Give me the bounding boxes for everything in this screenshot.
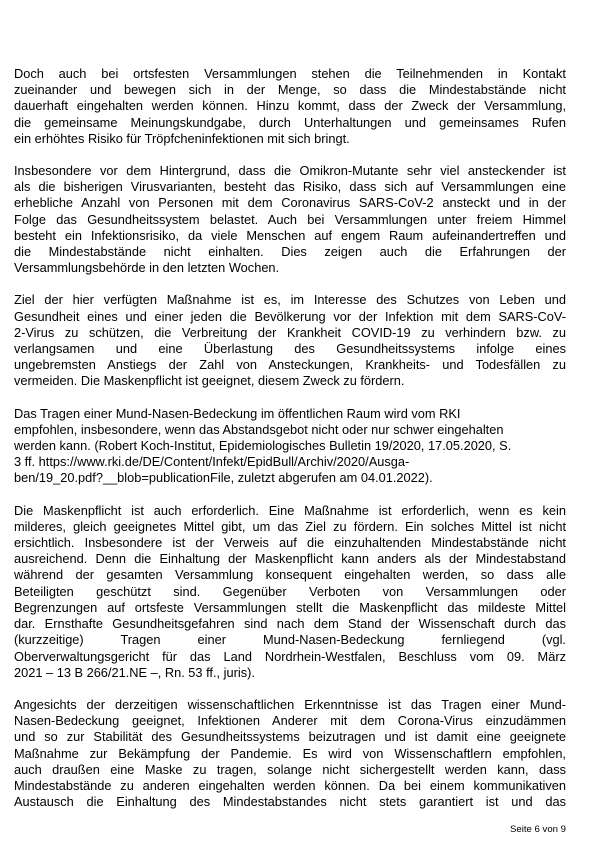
text-line: besteht ein Infektionsrisiko, da viele Menschen auf engem Raum aufeinandertreffen und: [14, 227, 566, 243]
text-line: vermeiden. Die Maskenpflicht ist geeignet, diesem Zweck zu fördern.: [14, 373, 405, 389]
text-line: milderes, gleich geeignetes Mittel gibt, um das Ziel zu fördern. Ein solches Mittel ist nicht: [14, 518, 566, 534]
text-line: ein erhöhtes Risiko für Tröpfcheninfektionen mit sich bringt.: [14, 130, 350, 146]
text-line: Austausch die Einhaltung des Mindestabstandes nicht stets garantiert ist und das: [14, 794, 566, 810]
text-line: Folge das Gesundheitssystem belastet. Auch bei Versammlungen unter freiem Himmel: [14, 211, 566, 227]
paragraph-4: [14, 406, 566, 487]
text-line: 3 ff. https://www.rki.de/DE/Content/Infekt/EpidBull/Archiv/2020/Ausga-: [14, 454, 410, 470]
text-line: zueinander und bewegen sich in der Menge, so dass die Mindestabstände nicht: [14, 82, 566, 98]
text-line: erhebliche Anzahl von Personen mit dem Coronavirus SARS-CoV-2 ansteckt und in der: [14, 195, 566, 211]
text-line: (kurzzeitige) Tragen einer Mund-Nasen-Bedeckung fernliegend (vgl.: [14, 632, 566, 648]
text-line: und so zur Stabilität des Gesundheitssystems beizutragen und ist damit eine geeignete: [14, 729, 566, 745]
paragraph-2: [14, 163, 566, 276]
text-line: Insbesondere vor dem Hintergrund, dass die Omikron-Mutante sehr viel ansteckender ist: [14, 163, 566, 179]
paragraph-1: [14, 66, 566, 147]
text-line: ungebremsten Anstiegs der Zahl von Ansteckungen, Krankheits- und Todesfällen zu: [14, 357, 566, 373]
text-line: während der gesamten Versammlung konsequent eingehalten werden, so dass alle: [14, 567, 566, 583]
text-line: dauerhaft eingehalten werden können. Hinzu kommt, dass der Zweck der Versammlung,: [14, 98, 566, 114]
text-line: Beteiligten geschützt sind. Gegenüber Verboten von Versammlungen oder: [14, 583, 566, 599]
text-line: Das Tragen einer Mund-Nasen-Bedeckung im öffentlichen Raum wird vom RKI: [14, 405, 461, 421]
text-line: Nasen-Bedeckung geeignet, Infektionen Anderer mit dem Corona-Virus einzudämmen: [14, 713, 566, 729]
text-line: ersichtlich. Insbesondere ist der Verweis auf die einzuhaltenden Mindestabstände nicht: [14, 535, 566, 551]
page-number-label: Seite 6 von 9: [509, 824, 566, 835]
document-body: [14, 66, 566, 826]
paragraph-5: [14, 503, 566, 681]
paragraph-3: [14, 292, 566, 389]
text-line: Gesundheit eines und einer jeden die Bevölkerung vor der Infektion mit dem SARS-CoV-: [14, 308, 566, 324]
text-line: die gemeinsame Meinungskundgabe, durch Unterhaltungen und gemeinsames Rufen: [14, 114, 566, 130]
text-line: die Mindestabstände nicht einhalten. Dies zeigen auch die Erfahrungen der: [14, 244, 566, 260]
text-line: Begrenzungen auf ortsfeste Versammlungen stellt die Maskenpflicht das mildeste Mittel: [14, 599, 566, 615]
text-line: dar. Ernsthafte Gesundheitsgefahren sind nach dem Stand der Wissenschaft durch das: [14, 616, 566, 632]
text-line: Oberverwaltungsgericht für das Land Nordrhein-Westfalen, Beschluss vom 09. März: [14, 648, 566, 664]
text-line: auch draußen eine Maske zu tragen, solange nicht sichergestellt werden kann, dass: [14, 761, 566, 777]
text-line: verlangsamen und eine Überlastung des Gesundheitssystems infolge eines: [14, 341, 566, 357]
text-line: Die Maskenpflicht ist auch erforderlich. Eine Maßnahme ist erforderlich, wenn es kein: [14, 502, 566, 518]
text-line: empfohlen, insbesondere, wenn das Abstandsgebot nicht oder nur schwer eingehalten: [14, 421, 504, 437]
text-line: ausreichend. Denn die Einhaltung der Maskenpflicht kann anders als der Mindestabstand: [14, 551, 566, 567]
text-line: Ziel der hier verfügten Maßnahme ist es, im Interesse des Schutzes von Leben und: [14, 292, 566, 308]
text-line: Maßnahme zur Bekämpfung der Pandemie. Es wird von Wissenschaftlern empfohlen,: [14, 745, 566, 761]
text-line: Angesichts der derzeitigen wissenschaftlichen Erkenntnisse ist das Tragen einer Mund-: [14, 696, 566, 712]
text-line: als die bisherigen Virusvarianten, besteht das Risiko, dass sich auf Versammlungen eine: [14, 179, 566, 195]
paragraph-6: [14, 697, 566, 810]
text-line: Versammlungsbehörde in den letzten Wochen.: [14, 260, 280, 276]
page-footer: [510, 824, 566, 835]
text-line: Doch auch bei ortsfesten Versammlungen stehen die Teilnehmenden in Kontakt: [14, 66, 566, 81]
text-line: ben/19_20.pdf?__blob=publicationFile, zuletzt abgerufen am 04.01.2022).: [14, 470, 433, 486]
text-line: 2-Virus zu schützen, die Verbreitung der Krankheit COVID-19 zu verhindern bzw. zu: [14, 324, 566, 340]
text-line: Mindestabstände zu anderen eingehalten werden können. Da bei einem kommunikativen: [14, 777, 566, 793]
text-line: 2021 – 13 B 266/21.NE –, Rn. 53 ff., juris).: [14, 664, 255, 680]
text-line: werden kann. (Robert Koch-Institut, Epidemiologisches Bulletin 19/2020, 17.05.2020, S.: [14, 438, 512, 454]
